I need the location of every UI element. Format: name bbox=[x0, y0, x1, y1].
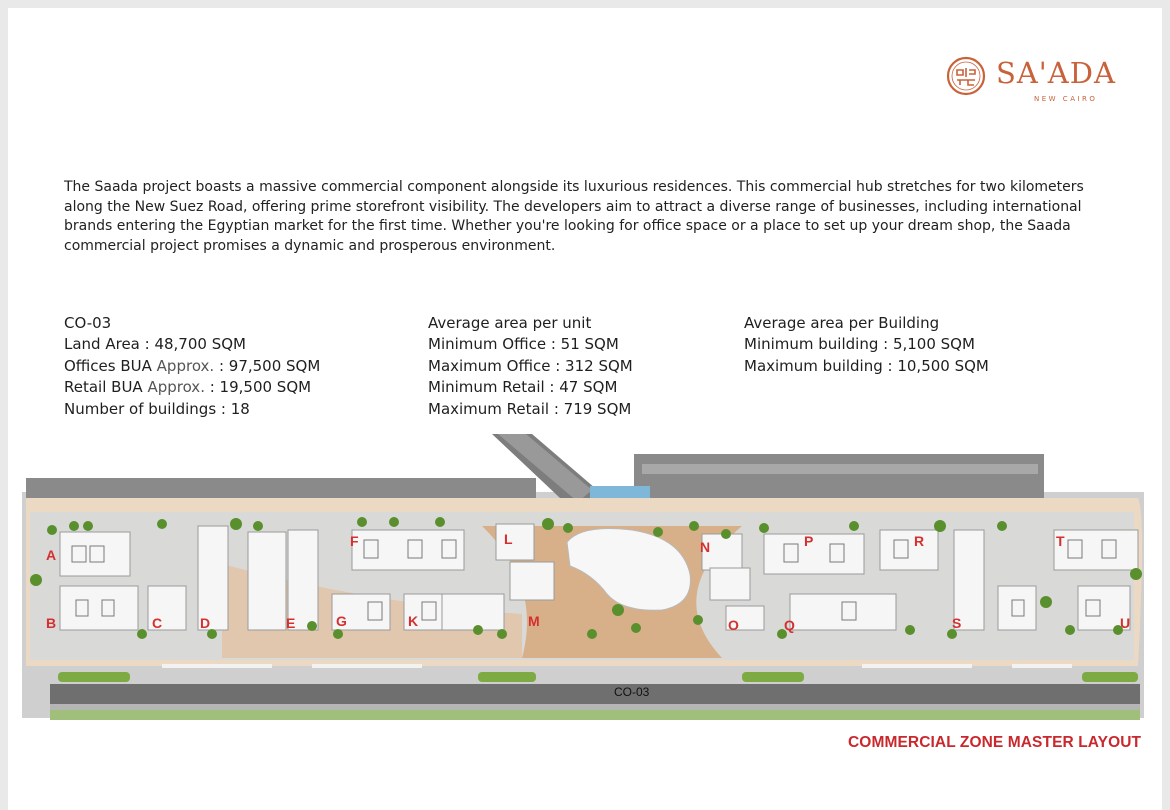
stats-column-unit bbox=[428, 313, 633, 420]
plan-label-m: M bbox=[528, 613, 540, 629]
max-retail: Maximum Retail : 719 SQM bbox=[428, 399, 632, 418]
plan-label-o: O bbox=[728, 617, 739, 633]
plan-label-e: E bbox=[286, 615, 296, 631]
plan-label-q: Q bbox=[784, 617, 795, 633]
plan-label-k: K bbox=[408, 613, 419, 629]
max-building: Maximum building : 10,500 SQM bbox=[744, 356, 989, 375]
min-office: Minimum Office : 51 SQM bbox=[428, 335, 619, 354]
plan-label-c: C bbox=[152, 615, 163, 631]
plan-caption: COMMERCIAL ZONE MASTER LAYOUT bbox=[848, 734, 1142, 751]
stats-column-building bbox=[744, 313, 989, 377]
land-area: Land Area : 48,700 SQM bbox=[64, 335, 246, 354]
stats-column-co03 bbox=[64, 313, 320, 420]
retail-bua: Retail BUA Approx. : 19,500 SQM bbox=[64, 378, 312, 397]
plan-label-d: D bbox=[200, 615, 211, 631]
intro-paragraph: The Saada project boasts a massive commercial component alongside its luxurious residences. This commercial hub stretches for two kilometers along the New Suez Road, offering prime storefront visibility. The developers aim to attract a diverse range of businesses, including international brands entering the Egyptian market for the first time. Whether you're looking for office space or a place to set up your dream shop, the Saada commercial project promises a dynamic and prosperous environment. bbox=[64, 179, 1084, 254]
plan-zone-label: CO-03 bbox=[614, 685, 650, 699]
buildings-count: Number of buildings : 18 bbox=[64, 399, 250, 418]
logo-emblem-icon bbox=[946, 56, 990, 100]
min-building: Minimum building : 5,100 SQM bbox=[744, 335, 975, 354]
min-retail: Minimum Retail : 47 SQM bbox=[428, 378, 618, 397]
logo-brand: SA'ADA bbox=[996, 56, 1116, 90]
plan-label-p: P bbox=[804, 533, 814, 549]
plan-label-f: F bbox=[350, 533, 359, 549]
saada-logo bbox=[946, 52, 1146, 108]
max-office: Maximum Office : 312 SQM bbox=[428, 356, 633, 375]
brochure-page bbox=[8, 8, 1162, 810]
plan-label-b: B bbox=[46, 615, 57, 631]
unit-title: Average area per unit bbox=[428, 314, 592, 332]
master-plan-map bbox=[22, 434, 1144, 726]
co03-title: CO-03 bbox=[64, 314, 112, 332]
plan-label-g: G bbox=[336, 613, 347, 629]
offices-bua: Offices BUA Approx. : 97,500 SQM bbox=[64, 356, 321, 375]
plan-label-l: L bbox=[504, 531, 513, 547]
plan-label-t: T bbox=[1056, 533, 1065, 549]
plan-label-s: S bbox=[952, 615, 962, 631]
plan-label-a: A bbox=[46, 547, 57, 563]
logo-subtitle: NEW CAIRO bbox=[1034, 95, 1098, 103]
plan-label-u: U bbox=[1120, 615, 1131, 631]
building-title: Average area per Building bbox=[744, 314, 940, 332]
plan-label-n: N bbox=[700, 539, 711, 555]
plan-label-r: R bbox=[914, 533, 925, 549]
